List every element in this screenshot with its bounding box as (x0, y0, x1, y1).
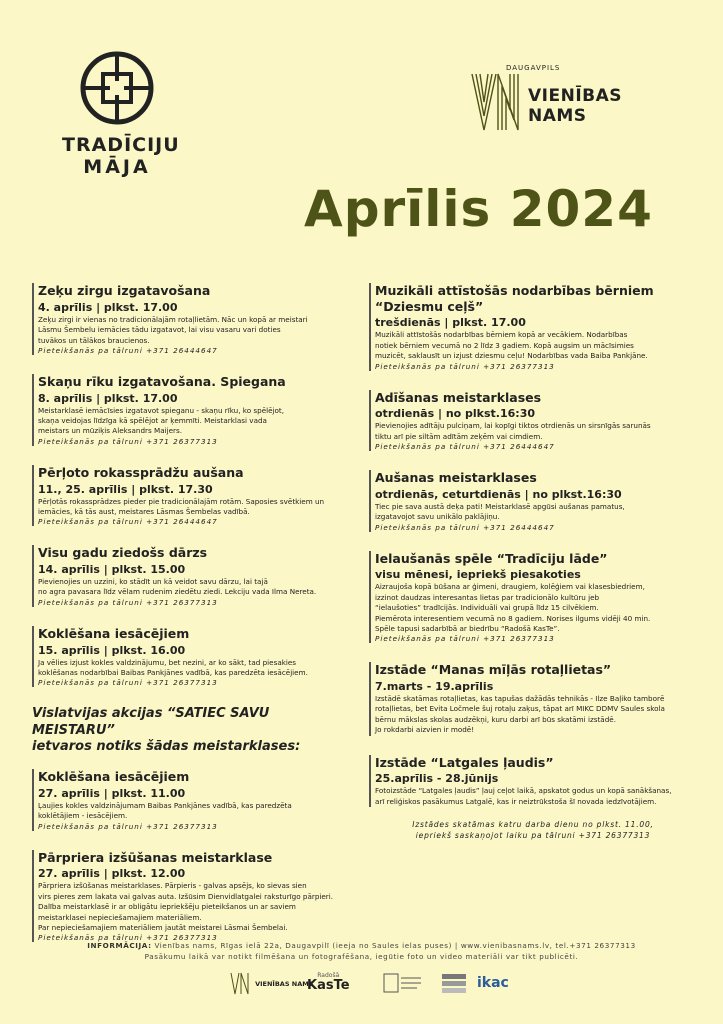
event-description: Meistarklasē iemācīsies izgatavot spieganu - skaņu rīku, ko spēlējot, skaņa veidojas līdzīga kā spēlējot ar ķemmīti. Meistarklasi vada meistars un mūziķis Aleksandrs Maijers. (38, 405, 285, 436)
event-title: Skaņu rīku izgatavošana. Spiegana (38, 373, 286, 389)
footer-info (30, 941, 693, 963)
event-item (369, 551, 697, 644)
event-phone: Pieteikšanās pa tālruni +371 26377313 (38, 933, 218, 943)
event-description: Izstādē skatāmas rotaļlietas, kas tapušas dažādās tehnikās - Ilze Baļiko tamborē rotaļlietas, bet Evita Ločmele šuj rotaļu zaķus, tāpat arī MIKC DDMV Saules skola bērnu mākslas skolas audzēkņi, kuru darbi arī būs skatāmi izstādē. Jo rokdarbi aizvien ir modē! (375, 694, 665, 735)
event-item (369, 662, 697, 735)
event-date: 27. aprīlis | plkst. 11.00 (38, 786, 186, 800)
event-date: 25.aprīlis - 28.jūnijs (375, 772, 499, 786)
event-description: Fotoizstāde “Latgales ļaudis” ļauj ceļot laikā, apskatot godus un kopā sanākšanas, arī reliģiskos pasākumus Latgalē, kas ir neiztrūkstoša šī novada iedzīvotājiem. (375, 786, 672, 806)
exhibition-note: Izstādes skatāmas katru darba dienu no plkst. 11.00, iepriekš saskaņojot laiku pa tālruni +371 26377313 (412, 820, 654, 841)
footer-label: INFORMĀCIJA: (87, 941, 152, 950)
event-phone: Pieteikšanās pa tālruni +371 26444647 (38, 517, 218, 527)
kaste-top-text: Radošā (317, 972, 340, 979)
logo-line2: MĀJA (83, 156, 151, 178)
event-phone: Pieteikšanās pa tālruni +371 26377313 (38, 821, 218, 831)
event-description: Ja vēlies izjust kokles valdzinājumu, bet nezini, ar ko sākt, tad piesakies koklēšanas nodarbībai Baibas Pankjānes vadībā, kas paredzēta iesācējiem. (38, 657, 308, 677)
footer-disclaimer: Pasākumu laikā var notikt filmēšana un fotografēšana, iegūtie foto un video materiāli var tikt publicēti. (144, 951, 579, 961)
vn-sponsor-text: VIENĪBAS NAMS (255, 980, 314, 988)
event-description: Pievienojies un uzzini, ko stādīt un kā veidot savu dārzu, lai tajā no agra pavasara līdz vēlam rudenim ziedētu ziedi. Lekciju vada Ilma Nereta. (38, 577, 317, 597)
nkc-logo (442, 972, 466, 1000)
footer-address: Vienības nams, Rīgas ielā 22a, Daugavpilī (ieeja no Saules ielas puses) | www.vienibasnams.lv, tel.+371 26377313 (154, 941, 636, 950)
event-title: Pērļoto rokassprādžu aušana (38, 464, 244, 480)
event-title: Izstāde “Manas mīļās rotaļlietas” (375, 662, 612, 678)
event-item (32, 850, 352, 943)
event-description: Aizraujoša kopā būšana ar ģimeni, draugiem, kolēģiem vai klasesbiedriem, izzinot daudzas interesantas lietas par tradicionālo kultūru jeb “ielaušoties” tradīcijās. Individuāli vai grupā līdz 15 cilvēkiem. Piemērota interesentiem vecumā no 8 gadiem. Norises ilgums vidēji 40 min. Spēle tapusi sadarbībā ar biedrību “Radošā KasTe”. (375, 582, 651, 633)
event-phone: Pieteikšanās pa tālruni +371 26377313 (38, 597, 218, 607)
logo-city: DAUGAVPILS (506, 64, 561, 72)
vienibas-nams-logo (470, 50, 660, 140)
event-date: 11., 25. aprīlis | plkst. 17.30 (38, 482, 213, 496)
kaste-text: KasTe (307, 978, 350, 993)
event-item (32, 545, 352, 607)
event-title: Ielaušanās spēle “Tradīciju lāde” (375, 550, 608, 566)
event-date: otrdienās, ceturtdienās | no plkst.16:30 (375, 487, 622, 501)
event-description: Muzikāli attīstošās nodarbības bērniem kopā ar vecākiem. Nodarbības notiek bērniem vecumā no 2 līdz 3 gadiem. Kopā augsim un mācīsimies muzicēt, saklausīt un izjust dziesmu ceļu! Nodarbības vada Baiba Pankjāne. (375, 330, 648, 361)
event-item (32, 769, 352, 831)
promo-heading: Vislatvijas akcijas “SATIEC SAVU MEISTARU” ietvaros notiks šādas meistarklases: (32, 706, 301, 754)
sponsor-logos (0, 972, 723, 1002)
tradiciju-maja-logo (62, 50, 180, 178)
event-description: Ļaujies kokles valdzinājumam Baibas Pankjānes vadībā, kas paredzēta koklētājiem - iesācējiem. (38, 800, 292, 821)
event-item (369, 470, 697, 532)
event-title: Koklēšana iesācējiem (38, 769, 190, 785)
event-title: Koklēšana iesācējiem (38, 625, 190, 641)
event-item (32, 283, 352, 355)
event-title: Izstāde “Latgales ļaudis” (375, 754, 554, 770)
event-date: trešdienās | plkst. 17.00 (375, 316, 526, 330)
event-date: 8. aprīlis | plkst. 17.00 (38, 391, 178, 405)
event-date: 14. aprīlis | plkst. 15.00 (38, 563, 186, 576)
event-title: Adīšanas meistarklases (375, 389, 542, 405)
logo-name: VIENĪBAS NAMS (528, 86, 623, 126)
event-description: Pievienojies adītāju pulciņam, lai kopīgi tiktos otrdienās un sirsnīgās sarunās tiktu arī pie siltām adītām zeķēm vai cimdiem. (375, 421, 651, 441)
event-phone: Pieteikšanās pa tālruni +371 26377313 (375, 634, 555, 644)
event-item (369, 755, 697, 808)
event-phone: Pieteikšanās pa tālruni +371 26377313 (375, 361, 555, 371)
logo-line1: TRADĪCIJU (62, 134, 180, 156)
event-item (32, 626, 352, 688)
event-date: 4. aprīlis | plkst. 17.00 (38, 300, 178, 314)
event-item (32, 465, 352, 527)
event-description: Pārpriera izšūšanas meistarklases. Pārpieris - galvas apsējs, ko sievas sien virs pieres zem lakata vai galvas auta. Izšūsim Dienvidlatgalei raksturīgo pārpieri. Dalība meistarklasē ir ar obligātu iepriekšēju pieteikšanos un ar saviem meistarklasei nepieciešamajiem materiāliem. Par nepieciešamajiem materiāliem jautāt meistarei Lāsmai Šembelai. (38, 881, 334, 932)
event-phone: Pieteikšanās pa tālruni +371 26444647 (375, 442, 555, 452)
event-date: 15. aprīlis | plkst. 16.00 (38, 643, 186, 657)
vienibas-nams-sponsor-logo (230, 972, 313, 996)
right-column (369, 283, 697, 842)
vn-small-icon (230, 972, 250, 996)
event-item (32, 374, 352, 446)
kaste-logo (307, 972, 350, 992)
nkc-stripes-icon (442, 972, 466, 996)
ikac-text: ikac (477, 975, 509, 991)
ministry-logo (383, 972, 423, 1000)
event-date: visu mēnesi, iepriekš piesakoties (375, 568, 581, 582)
event-title: Muzikāli attīstošās nodarbības bērniem “Dziesmu ceļš” (375, 283, 654, 314)
tradiciju-maja-emblem-icon (79, 50, 155, 126)
event-item (369, 390, 697, 452)
page-title: Aprīlis 2024 (304, 180, 653, 238)
event-phone: Pieteikšanās pa tālruni +371 26377313 (38, 436, 218, 446)
event-item (369, 283, 697, 371)
event-phone: Pieteikšanās pa tālruni +371 26377313 (38, 678, 218, 688)
ikac-logo (477, 972, 509, 991)
event-title: Visu gadu ziedošs dārzs (38, 545, 208, 561)
event-description: Tiec pie sava austā deķa pati! Meistarklasē apgūsi aušanas pamatus, izgatavojot savu unikālo paklājiņu. (375, 501, 625, 522)
vn-mark-icon (470, 72, 526, 134)
event-description: Pērļotās rokassprādzes pieder pie tradicionālajām rotām. Saposies svētkiem un iemācies, kā tās aust, meistares Lāsmas Šembelas vadībā. (38, 496, 325, 516)
event-phone: Pieteikšanās pa tālruni +371 26444647 (375, 522, 555, 532)
event-description: Zeķu zirgi ir vienas no tradicionālajām rotaļlietām. Nāc un kopā ar meistari Lāsmu Šembelu iemācies tādu izgatavot, lai visu vasaru vari doties tuvākos un tālākos braucienos. (38, 314, 308, 345)
event-date: 27. aprīlis | plkst. 12.00 (38, 867, 186, 881)
event-title: Pārpriera izšūšanas meistarklase (38, 849, 273, 865)
left-column (32, 283, 352, 961)
ministry-emblem-icon (383, 972, 423, 996)
event-title: Aušanas meistarklases (375, 470, 537, 486)
event-title: Zeķu zirgu izgatavošana (38, 283, 211, 298)
event-date: 7.marts - 19.aprīlis (375, 680, 494, 693)
event-date: otrdienās | no plkst.16:30 (375, 407, 535, 421)
event-phone: Pieteikšanās pa tālruni +371 26444647 (38, 345, 218, 355)
